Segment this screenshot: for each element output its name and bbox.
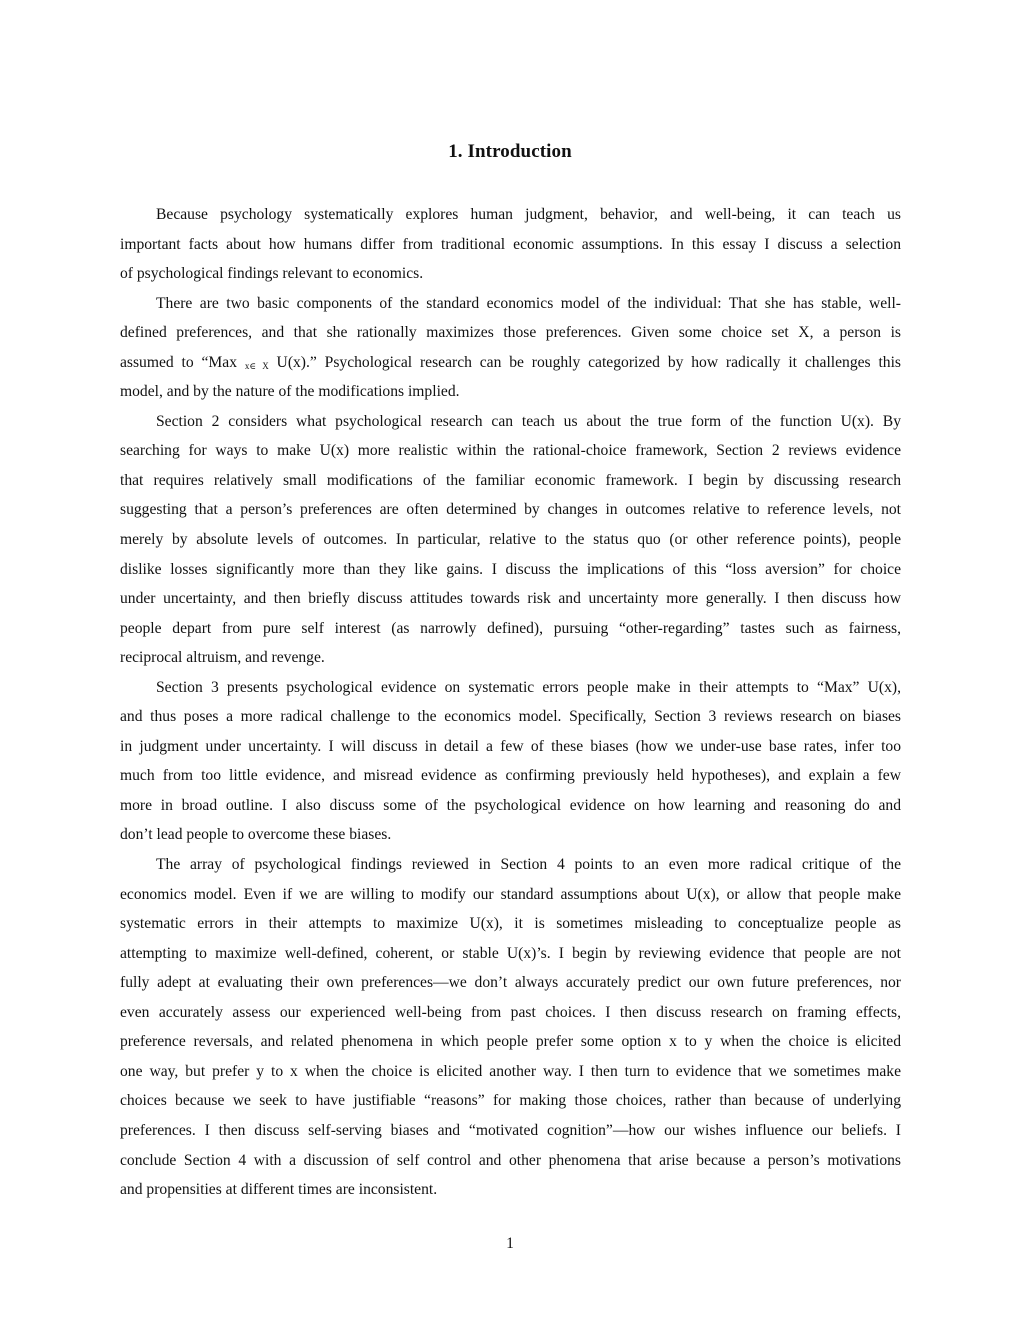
text-line: preferences. I then discuss self-serving biases and “motivated cognition”—how our wishes influence our beliefs. I: [120, 1121, 901, 1139]
formula-subscript: x∈ X: [244, 360, 269, 371]
text-line: fully adept at evaluating their own preferences—we don’t always accurately predict our own future preferences, nor: [120, 974, 901, 992]
text-line: and propensities at different times are inconsistent.: [120, 1181, 438, 1199]
text-line: one way, but prefer y to x when the choice is elicited another way. I then turn to evidence that we sometimes make: [120, 1062, 901, 1080]
text-line: that requires relatively small modifications of the familiar economic framework. I begin by discussing research: [120, 471, 901, 489]
text-line-with-formula: [120, 348, 901, 378]
text-line: in judgment under uncertainty. I will discuss in detail a few of these biases (how we under-use base rates, infer too: [120, 737, 901, 755]
text-line: important facts about how humans differ from traditional economic assumptions. In this essay I discuss a selection: [120, 235, 901, 253]
text-line: suggesting that a person’s preferences are often determined by changes in outcomes relative to reference levels, not: [120, 501, 901, 519]
text-line: much from too little evidence, and misread evidence as confirming previously held hypotheses), and explain a few: [120, 767, 901, 785]
text-line: searching for ways to make U(x) more realistic within the rational-choice framework, Section 2 reviews evidence: [120, 442, 901, 460]
text-line: Because psychology systematically explores human judgment, behavior, and well-being, it can teach us: [156, 206, 901, 223]
text-line: choices because we seek to have justifiable “reasons” for making those choices, rather than because of underlying: [120, 1092, 901, 1110]
paragraph-2: [120, 289, 901, 407]
text-line: systematic errors in their attempts to maximize U(x), it is sometimes misleading to conceptualize people as: [120, 915, 901, 933]
text-line: Section 3 presents psychological evidence on systematic errors people make in their attempts to “Max” U(x),: [156, 678, 901, 696]
text-line: defined preferences, and that she rationally maximizes those preferences. Given some choice set X, a person is: [120, 324, 901, 342]
text-line: under uncertainty, and then briefly discuss attitudes towards risk and uncertainty more generally. I then discuss how: [120, 590, 901, 608]
text-line: of psychological findings relevant to economics.: [120, 265, 424, 283]
paragraph-3: [120, 407, 901, 673]
document-body: [120, 200, 901, 1205]
text-line: don’t lead people to overcome these biases.: [120, 826, 392, 844]
text-line: model, and by the nature of the modifications implied.: [120, 383, 460, 401]
text-line: There are two basic components of the standard economics model of the individual: That she has stable, well-: [156, 294, 901, 312]
text-line: reciprocal altruism, and revenge.: [120, 649, 325, 667]
text-line: The array of psychological findings reviewed in Section 4 points to an even more radical critique of the: [156, 856, 901, 874]
text-line: dislike losses significantly more than they like gains. I discuss the implications of this “loss aversion” for choice: [120, 560, 901, 578]
paragraph-1: [120, 200, 901, 289]
text-line: even accurately assess our experienced well-being from past choices. I then discuss research on framing effects,: [120, 1003, 901, 1021]
text-fragment: assumed to “Max: [120, 353, 245, 371]
text-line: economics model. Even if we are willing to modify our standard assumptions about U(x), or allow that people make: [120, 885, 901, 903]
paragraph-4: [120, 673, 901, 850]
text-line: merely by absolute levels of outcomes. In particular, relative to the status quo (or other reference points), people: [120, 531, 901, 549]
text-line: attempting to maximize well-defined, coherent, or stable U(x)’s. I begin by reviewing evidence that people are not: [120, 944, 901, 962]
paragraph-5: [120, 850, 901, 1205]
section-heading: 1. Introduction: [448, 141, 572, 162]
page-number: 1: [506, 1235, 514, 1252]
text-line: and thus poses a more radical challenge to the economics model. Specifically, Section 3 reviews research on biases: [120, 708, 901, 726]
text-line: Section 2 considers what psychological research can teach us about the true form of the function U(x). By: [156, 412, 901, 430]
text-fragment: U(x).” Psychological research can be roughly categorized by how radically it challenges this: [268, 353, 901, 371]
text-line: people depart from pure self interest (as narrowly defined), pursuing “other-regarding” tastes such as fairness,: [120, 619, 901, 637]
text-line: preference reversals, and related phenomena in which people prefer some option x to y when the choice is elicited: [120, 1033, 901, 1051]
text-line: more in broad outline. I also discuss some of the psychological evidence on how learning and reasoning do and: [120, 796, 901, 814]
text-line: conclude Section 4 with a discussion of self control and other phenomena that arise because a person’s motivations: [120, 1151, 901, 1169]
